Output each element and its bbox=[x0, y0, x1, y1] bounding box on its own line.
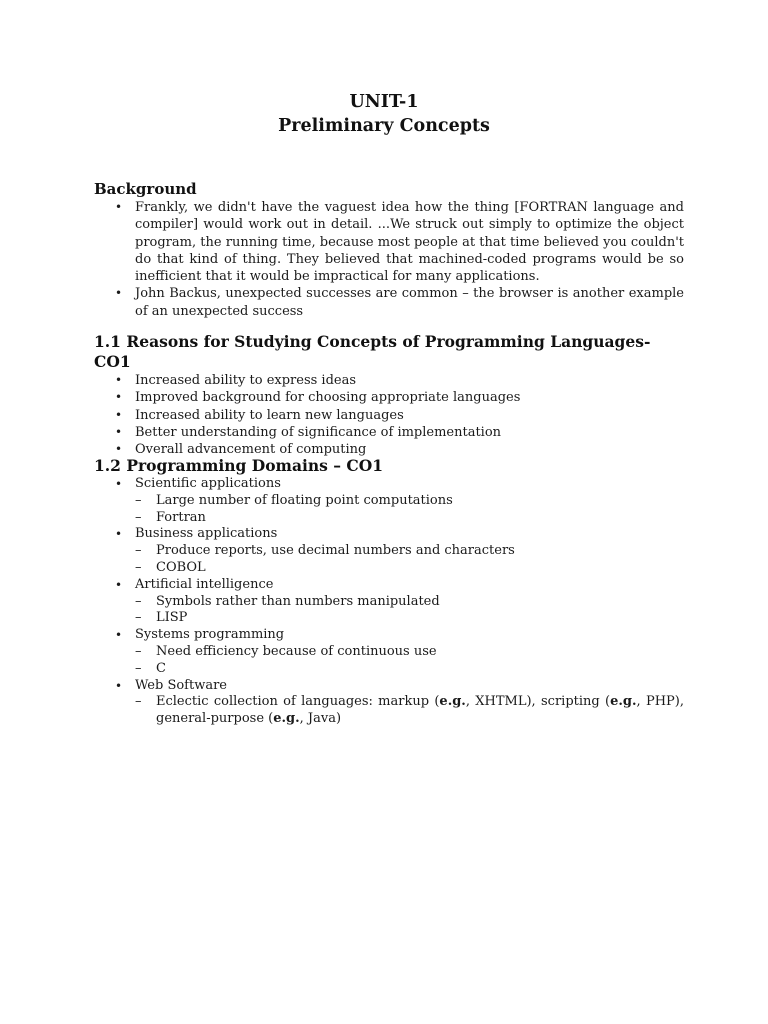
sub-item-text: Symbols rather than numbers manipulated bbox=[156, 593, 440, 609]
bullet-icon: • bbox=[115, 407, 123, 422]
bullet-icon: • bbox=[115, 200, 123, 214]
dash-icon: – bbox=[135, 660, 142, 676]
domains-heading: 1.2 Programming Domains – CO1 bbox=[94, 456, 384, 475]
sub-list bbox=[135, 493, 684, 527]
bullet-icon: • bbox=[115, 424, 123, 439]
bullet-icon: • bbox=[115, 577, 123, 592]
sub-item-text: C bbox=[156, 660, 166, 676]
sub-item-text: Need efficiency because of continuous use bbox=[156, 643, 437, 659]
eg-label: e.g. bbox=[273, 711, 300, 727]
web-detail-mid: , PHP), general-purpose ( bbox=[156, 694, 684, 727]
sub-item bbox=[135, 560, 684, 577]
list-item bbox=[94, 526, 684, 576]
reasons-list bbox=[94, 372, 684, 458]
web-detail-prefix: Eclectic collection of languages: markup ( bbox=[156, 694, 440, 710]
sub-item bbox=[135, 543, 684, 560]
sub-item-text: LISP bbox=[156, 610, 188, 626]
list-item-text: Systems programming bbox=[135, 627, 285, 643]
dash-icon: – bbox=[135, 509, 142, 525]
sub-item-text: COBOL bbox=[156, 559, 206, 575]
list-item bbox=[94, 199, 684, 285]
sub-item bbox=[135, 493, 684, 510]
list-item-text: Increased ability to express ideas bbox=[135, 373, 357, 388]
dash-icon: – bbox=[135, 559, 142, 575]
dash-icon: – bbox=[135, 610, 142, 626]
sub-item bbox=[135, 661, 684, 678]
sub-item bbox=[135, 610, 684, 627]
list-item-text: Scientific applications bbox=[135, 476, 281, 491]
list-item-text: Artificial intelligence bbox=[135, 576, 274, 592]
bullet-icon: • bbox=[115, 628, 123, 643]
list-item bbox=[94, 372, 684, 389]
bullet-icon: • bbox=[115, 527, 123, 542]
sub-item-text: Produce reports, use decimal numbers and characters bbox=[156, 543, 515, 559]
sub-list bbox=[135, 644, 684, 678]
sub-item bbox=[135, 644, 684, 661]
list-item bbox=[94, 678, 684, 728]
bullet-icon: • bbox=[115, 477, 123, 491]
list-item-text: John Backus, unexpected successes are common – the browser is another example of an unexpected success bbox=[135, 286, 684, 319]
sub-item-text: Fortran bbox=[156, 509, 206, 525]
sub-list bbox=[135, 543, 684, 577]
list-item-text: Increased ability to learn new languages bbox=[135, 407, 404, 423]
background-list bbox=[94, 199, 684, 320]
list-item-text: Better understanding of significance of implementation bbox=[135, 424, 502, 440]
background-section bbox=[94, 179, 684, 320]
list-item bbox=[94, 627, 684, 677]
dash-icon: – bbox=[135, 643, 142, 659]
list-item-text: Web Software bbox=[135, 677, 228, 693]
sub-list bbox=[135, 694, 684, 728]
web-detail-suffix: , Java) bbox=[299, 711, 342, 727]
list-item-text: Business applications bbox=[135, 526, 278, 542]
background-heading: Background bbox=[94, 180, 197, 198]
list-item bbox=[94, 407, 684, 424]
dash-icon: – bbox=[135, 543, 142, 559]
sub-list bbox=[135, 594, 684, 628]
eg-label: e.g. bbox=[610, 694, 637, 710]
list-item bbox=[94, 424, 684, 441]
sub-item bbox=[135, 694, 684, 728]
sub-item bbox=[135, 510, 684, 527]
dash-icon: – bbox=[135, 694, 142, 710]
sub-item-text: Large number of floating point computations bbox=[156, 492, 453, 508]
list-item-text: Improved background for choosing appropriate languages bbox=[135, 390, 521, 406]
list-item-text: Overall advancement of computing bbox=[135, 442, 367, 458]
bullet-icon: • bbox=[115, 286, 123, 301]
list-item bbox=[94, 476, 684, 526]
list-item bbox=[94, 577, 684, 627]
list-item bbox=[94, 285, 684, 320]
reasons-section bbox=[94, 332, 684, 458]
list-item bbox=[94, 389, 684, 406]
reasons-heading: 1.1 Reasons for Studying Concepts of Programming Languages- CO1 bbox=[94, 332, 651, 371]
web-detail-mid: , XHTML), scripting ( bbox=[465, 694, 611, 710]
domains-section bbox=[94, 456, 684, 728]
sub-item bbox=[135, 594, 684, 611]
dash-icon: – bbox=[135, 593, 142, 609]
title-block bbox=[0, 90, 768, 138]
unit-title: UNIT-1 bbox=[349, 92, 419, 112]
bullet-icon: • bbox=[115, 373, 123, 387]
bullet-icon: • bbox=[115, 390, 123, 405]
domains-list bbox=[94, 476, 684, 728]
bullet-icon: • bbox=[115, 442, 123, 457]
eg-label: e.g. bbox=[439, 694, 466, 710]
unit-subtitle: Preliminary Concepts bbox=[278, 116, 490, 136]
list-item-text: Frankly, we didn't have the vaguest idea how the thing [FORTRAN language and compiler] would work out in detail. ...We struck out simply to optimize the object program, the running time, because most people at that time believed you couldn't do that kind of thing. They believed that machined-coded programs would be so inefficient that it would be impractical for many applications. bbox=[135, 200, 684, 285]
dash-icon: – bbox=[135, 492, 142, 508]
bullet-icon: • bbox=[115, 678, 123, 693]
